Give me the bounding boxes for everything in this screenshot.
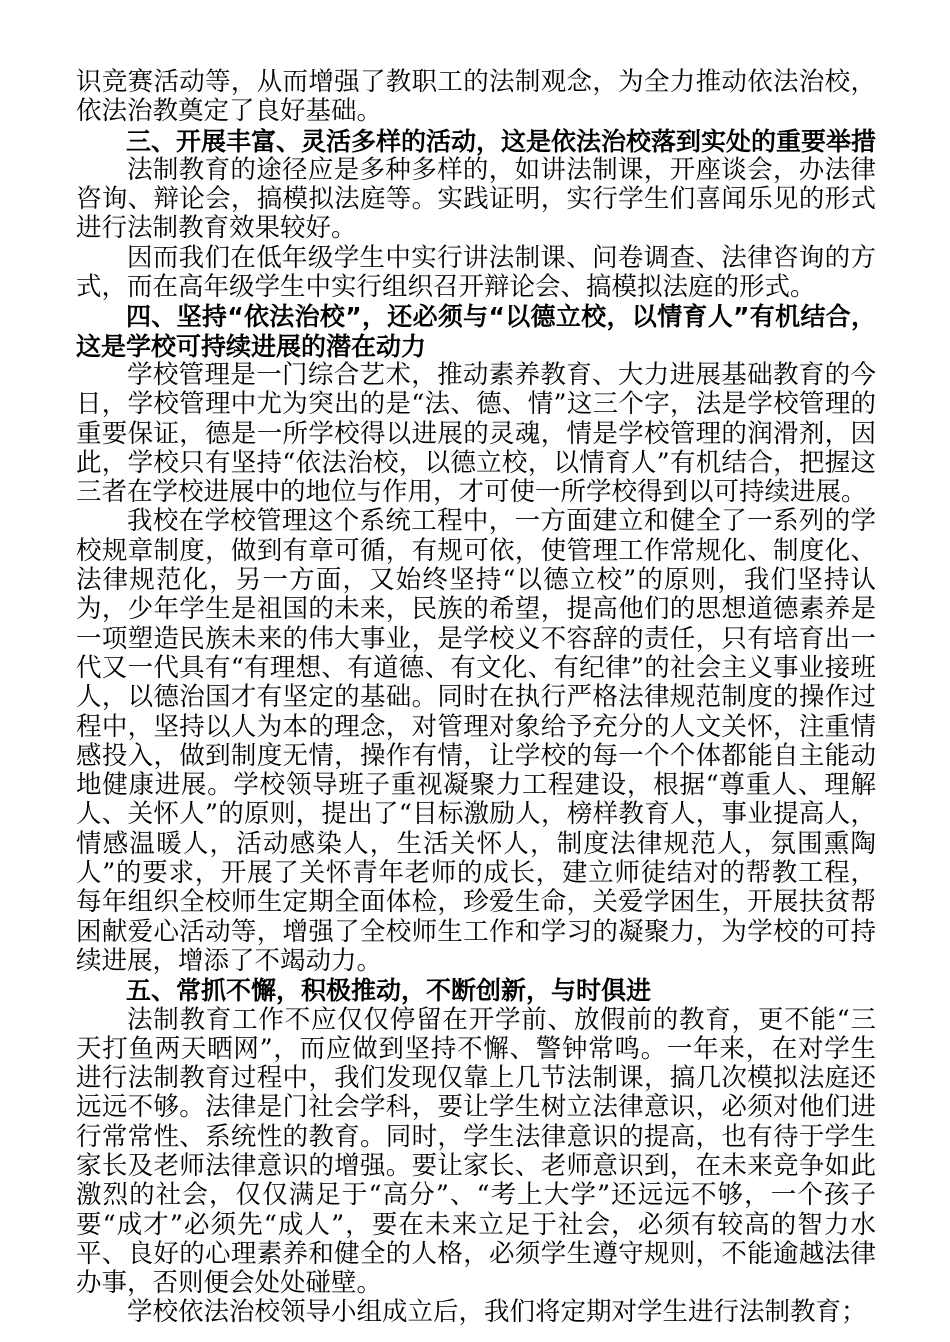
body-paragraph: 学校依法治校领导小组成立后，我们将定期对学生进行法制教育；	[127, 1297, 867, 1328]
body-paragraph: 我校在学校管理这个系统工程中，一方面建立和健全了一系列的学校规章制度，做到有章可循，有规可依，使管理工作常规化、制度化、法律规范化，另一方面，又始终坚持“以德立校”的原则，我们坚持认为，少年学生是祖国的未来，民族的希望，提高他们的思想道德素养是一项塑造民族未来的伟大事业，是学校义不容辞的责任，只有培育出一代又一代具有“有理想、有道德、有文化、有纪律”的社会主义事业接班人，以德治国才有坚定的基础。同时在执行严格法律规范制度的操作过程中，坚持以人为本的理念，对管理对象给予充分的人文关怀，注重情感投入，做到制度无情，操作有情，让学校的每一个个体都能自主能动地健康进展。学校领导班子重视凝聚力工程建设，根据“尊重人、理解人、关怀人”的原则，提出了“目标激励人，榜样教育人，事业提高人，情感温暖人，活动感染人，生活关怀人，制度法律规范人，氛围熏陶人”的要求，开展了关怀青年老师的成长，建立师徒结对的帮教工程，每年组织全校师生定期全面体检，珍爱生命，关爱学困生，开展扶贫帮困献爱心活动等，增强了全校师生工作和学习的凝聚力，为学校的可持续进展，增添了不竭动力。	[76, 506, 876, 976]
body-paragraph: 学校管理是一门综合艺术，推动素养教育、大力进展基础教育的今日，学校管理中尤为突出的是“法、德、情”这三个字，法是学校管理的重要保证，德是一所学校得以进展的灵魂，情是学校管理的润滑剂，因此，学校只有坚持“依法治校，以德立校，以情育人”有机结合，把握这三者在学校进展中的地位与作用，才可使一所学校得到以可持续进展。	[76, 359, 876, 508]
body-paragraph: 法制教育工作不应仅仅停留在开学前、放假前的教育，更不能“三天打鱼两天晒网”，而应做到坚持不懈、警钟常鸣。一年来，在对学生进行法制教育过程中，我们发现仅靠上几节法制课，搞几次模拟法庭还远远不够。法律是门社会学科，要让学生树立法律意识，必须对他们进行常常性、系统性的教育。同时，学生法律意识的提高，也有待于学生家长及老师法律意识的增强。要让家长、老师意识到，在未来竞争如此激烈的社会，仅仅满足于“高分”、“考上大学”还远远不够，一个孩子要“成才”必须先“成人”，要在未来立足于社会，必须有较高的智力水平、良好的心理素养和健全的人格，必须学生遵守规则，不能逾越法律办事，否则便会处处碰壁。	[76, 1004, 876, 1299]
body-paragraph: 法制教育的途径应是多种多样的，如讲法制课，开座谈会，办法律咨询、辩论会，搞模拟法庭等。实践证明，实行学生们喜闻乐见的形式进行法制教育效果较好。	[76, 154, 876, 244]
section-heading-5: 五、常抓不懈，积极推动，不断创新，与时俱进	[126, 976, 652, 1006]
document-page	[76, 68, 876, 1328]
body-paragraph: 识竞赛活动等，从而增强了教职工的法制观念，为全力推动依法治校，依法治教奠定了良好基础。	[76, 67, 876, 127]
section-heading-4: 四、坚持“依法治校”，还必须与“以德立校，以情育人”有机结合，这是学校可持续进展的潜在动力	[76, 302, 876, 361]
body-paragraph: 因而我们在低年级学生中实行讲法制课、问卷调查、法律咨询的方式，而在高年级学生中实行组织召开辩论会、搞模拟法庭的形式。	[76, 242, 876, 303]
section-heading-3: 三、开展丰富、灵活多样的活动，这是依法治校落到实处的重要举措	[126, 126, 877, 156]
